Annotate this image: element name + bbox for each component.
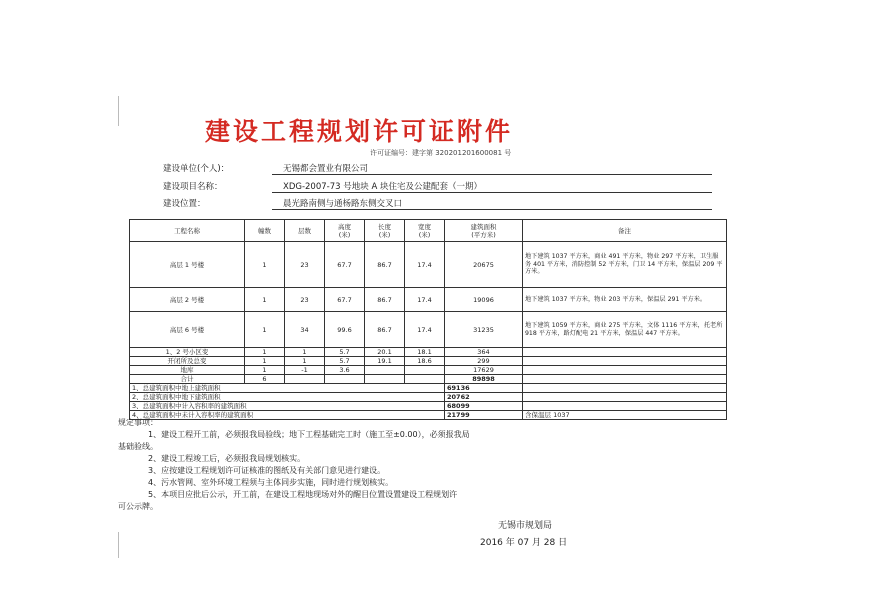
summary-row — [130, 384, 727, 393]
signature-block — [480, 518, 567, 552]
table-row — [130, 312, 727, 348]
info-underline — [272, 174, 712, 175]
table-cell: 364 — [445, 348, 523, 357]
info-underline — [272, 192, 712, 193]
info-value-unit: 无锡都会置业有限公司 — [283, 164, 369, 174]
table-cell-note — [523, 375, 727, 384]
table-cell: 1 — [245, 242, 285, 288]
table-cell: 17629 — [445, 366, 523, 375]
table-cell: 23 — [285, 288, 325, 312]
info-value-project: XDG-2007-73 号地块 A 块住宅及公建配套（一期） — [283, 182, 482, 192]
table-cell: 18.6 — [405, 357, 445, 366]
table-cell: 86.7 — [365, 242, 405, 288]
table-cell: 高层 6 号楼 — [130, 312, 245, 348]
table-cell: 1 — [245, 348, 285, 357]
rules-heading: 规定事项： — [118, 418, 158, 427]
table-cell: 1 — [245, 366, 285, 375]
rule-item: 1、建设工程开工前，必须报我局验线；地下工程基础完工时（施工至±0.00），必须报我局 — [148, 430, 470, 439]
summary-value: 68099 — [445, 402, 523, 411]
permit-number: 许可证编号：建字第 320201201600081 号 — [370, 149, 512, 157]
table-cell: 18.1 — [405, 348, 445, 357]
header-cell: 高度 (米) — [325, 220, 365, 242]
header-cell: 层数 — [285, 220, 325, 242]
table-total-row — [130, 375, 727, 384]
table-cell: 地库 — [130, 366, 245, 375]
summary-note — [523, 393, 727, 402]
table-cell: 20675 — [445, 242, 523, 288]
table-cell-note — [523, 366, 727, 375]
summary-label: 3、总建筑面积中计入容积率的建筑面积 — [130, 402, 445, 411]
table-cell-note — [523, 348, 727, 357]
table-cell: 1 — [285, 357, 325, 366]
table-cell: 1 — [245, 357, 285, 366]
summary-note: 含保温层 1037 — [523, 411, 727, 420]
info-underline — [272, 209, 712, 210]
table-cell: 1 — [245, 288, 285, 312]
table-cell — [405, 375, 445, 384]
scan-edge-mark — [118, 96, 119, 126]
header-cell: 长度 (米) — [365, 220, 405, 242]
info-label-project: 建设项目名称： — [163, 182, 223, 192]
summary-row — [130, 402, 727, 411]
rule-item: 4、污水管网、室外环境工程须与主体同步实施，同时进行规划核实。 — [148, 478, 394, 487]
table-cell-note: 地下建筑 1037 平方米，商业 491 平方米，物业 297 平方米，卫生服务 401 平方米，消防控制 52 平方米，门卫 14 平方米，保温层 209 平方米。 — [523, 242, 727, 288]
header-cell: 宽度 (米) — [405, 220, 445, 242]
table-cell: 17.4 — [405, 242, 445, 288]
table-cell — [285, 375, 325, 384]
table-cell: 67.7 — [325, 288, 365, 312]
table-cell: 299 — [445, 357, 523, 366]
summary-value: 69136 — [445, 384, 523, 393]
table-cell: 20.1 — [365, 348, 405, 357]
table-row — [130, 348, 727, 357]
header-cell: 工程名称 — [130, 220, 245, 242]
table-cell: 1、2 号小区变 — [130, 348, 245, 357]
table-cell: 31235 — [445, 312, 523, 348]
rules-section — [118, 417, 698, 513]
rule-item: 3、应按建设工程规划许可证核准的图纸及有关部门意见进行建设。 — [148, 466, 386, 475]
table-cell: 高层 1 号楼 — [130, 242, 245, 288]
scan-edge-mark — [118, 532, 119, 558]
document-title: 建设工程规划许可证附件 — [205, 117, 514, 146]
table-cell-note: 地下建筑 1037 平方米，物业 203 平方米，保温层 291 平方米。 — [523, 288, 727, 312]
table-cell: 99.6 — [325, 312, 365, 348]
table-cell — [365, 366, 405, 375]
table-cell-note — [523, 357, 727, 366]
table-cell: 19096 — [445, 288, 523, 312]
summary-note — [523, 384, 727, 393]
summary-value: 21799 — [445, 411, 523, 420]
table-row — [130, 242, 727, 288]
rule-item: 可公示牌。 — [118, 502, 158, 511]
info-value-location: 晨光路南侧与通杨路东侧交叉口 — [283, 199, 403, 209]
rule-item: 5、本项目应批后公示，开工前，在建设工程地现场对外的醒目位置设置建设工程规划许 — [148, 490, 458, 499]
table-cell: 1 — [245, 312, 285, 348]
table-cell — [405, 366, 445, 375]
summary-label: 2、总建筑面积中地下建筑面积 — [130, 393, 445, 402]
info-label-unit: 建设单位(个人)： — [163, 164, 230, 174]
rule-item: 2、建设工程竣工后，必须报我局规划核实。 — [148, 454, 306, 463]
table-cell: 86.7 — [365, 288, 405, 312]
issue-date: 2016 年 07 月 28 日 — [480, 538, 568, 548]
table-cell: 5.7 — [325, 348, 365, 357]
summary-value: 20762 — [445, 393, 523, 402]
table-cell: 6 — [245, 375, 285, 384]
table-cell: 67.7 — [325, 242, 365, 288]
table-cell: -1 — [285, 366, 325, 375]
table-cell: 5.7 — [325, 357, 365, 366]
table-cell: 17.4 — [405, 288, 445, 312]
table-cell: 高层 2 号楼 — [130, 288, 245, 312]
header-cell: 备注 — [523, 220, 727, 242]
header-cell: 幢数 — [245, 220, 285, 242]
building-table — [129, 219, 727, 420]
table-header-row — [130, 220, 727, 242]
table-row — [130, 288, 727, 312]
table-cell: 86.7 — [365, 312, 405, 348]
rule-item: 基础验线。 — [118, 442, 158, 451]
issuing-authority: 无锡市规划局 — [498, 521, 553, 531]
header-cell: 建筑面积 (平方米) — [445, 220, 523, 242]
table-cell — [325, 375, 365, 384]
table-cell — [365, 375, 405, 384]
table-cell: 34 — [285, 312, 325, 348]
table-cell: 开闭所及总变 — [130, 357, 245, 366]
summary-label: 4、总建筑面积中未计入容积率的建筑面积 — [130, 411, 445, 420]
table-cell: 19.1 — [365, 357, 405, 366]
table-cell: 17.4 — [405, 312, 445, 348]
table-cell: 1 — [285, 348, 325, 357]
table-cell: 合计 — [130, 375, 245, 384]
summary-label: 1、总建筑面积中地上建筑面积 — [130, 384, 445, 393]
table-row — [130, 366, 727, 375]
table-cell: 89898 — [445, 375, 523, 384]
info-label-location: 建设位置： — [163, 199, 206, 209]
table-cell-note: 地下建筑 1059 平方米，商业 275 平方米，文体 1116 平方米，托老所 918 平方米，路灯配电 21 平方米，保温层 447 平方米。 — [523, 312, 727, 348]
summary-row — [130, 393, 727, 402]
table-cell: 3.6 — [325, 366, 365, 375]
table-cell: 23 — [285, 242, 325, 288]
summary-note — [523, 402, 727, 411]
table-row — [130, 357, 727, 366]
